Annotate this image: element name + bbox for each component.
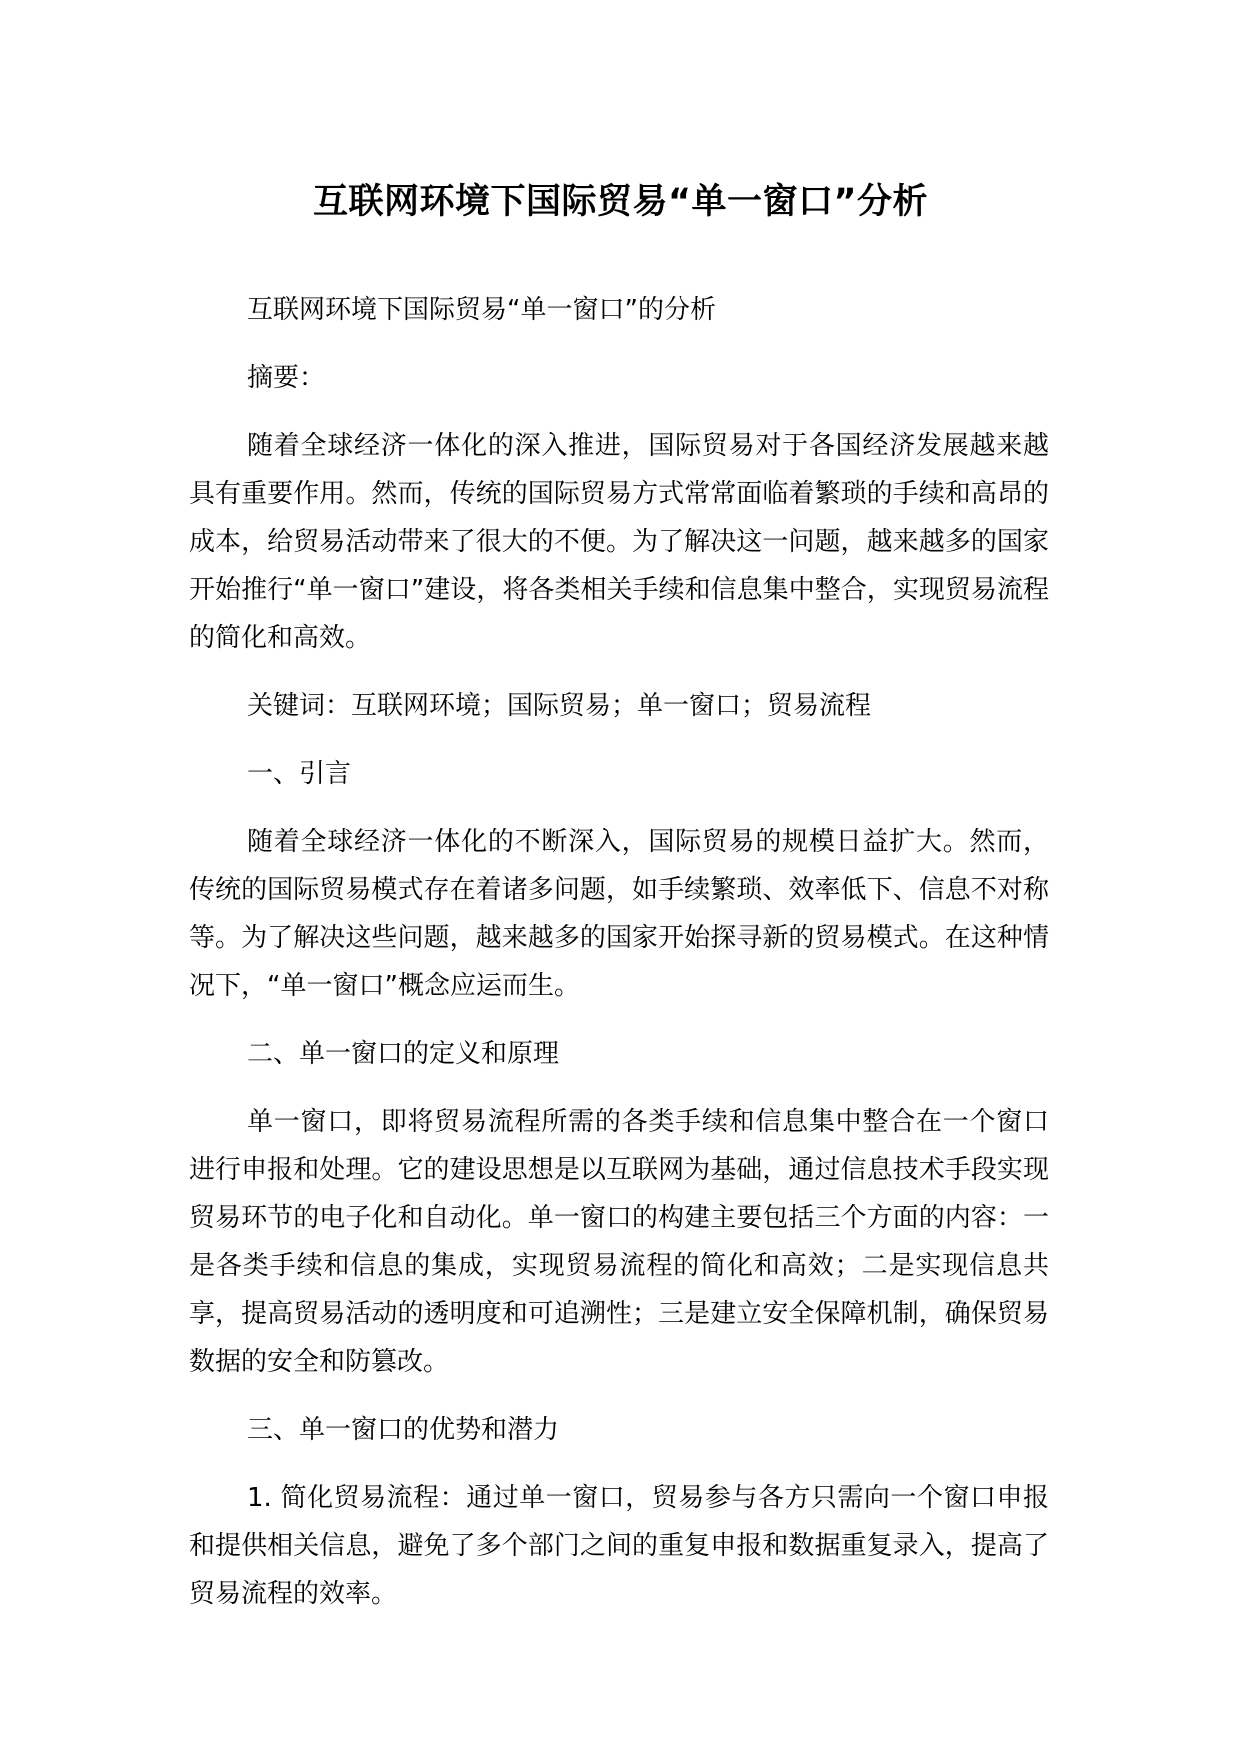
section-heading-introduction: 一、引言 bbox=[247, 759, 352, 789]
document-body bbox=[189, 286, 1049, 1638]
abstract-heading: 摘要： bbox=[247, 363, 326, 393]
advantage-item-paragraph: 1. 简化贸易流程：通过单一窗口，贸易参与各方只需向一个窗口申报和提供相关信息，避免了多个部门之间的重复申报和数据重复录入，提高了贸易流程的效率。 bbox=[189, 1483, 1049, 1609]
document-title: 互联网环境下国际贸易“单一窗口”分析 bbox=[312, 182, 928, 222]
introduction-paragraph: 随着全球经济一体化的不断深入，国际贸易的规模日益扩大。然而，传统的国际贸易模式存在着诸多问题，如手续繁琐、效率低下、信息不对称等。为了解决这些问题，越来越多的国家开始探寻新的贸易模式。在这种情况下，“单一窗口”概念应运而生。 bbox=[189, 827, 1049, 1001]
subtitle-paragraph: 互联网环境下国际贸易“单一窗口”的分析 bbox=[247, 295, 716, 325]
section-heading-advantages: 三、单一窗口的优势和潜力 bbox=[247, 1415, 560, 1445]
definition-paragraph: 单一窗口，即将贸易流程所需的各类手续和信息集中整合在一个窗口进行申报和处理。它的建设思想是以互联网为基础，通过信息技术手段实现贸易环节的电子化和自动化。单一窗口的构建主要包括三个方面的内容：一是各类手续和信息的集成，实现贸易流程的简化和高效；二是实现信息共享，提高贸易活动的透明度和可追溯性；三是建立安全保障机制，确保贸易数据的安全和防篡改。 bbox=[189, 1107, 1049, 1377]
abstract-paragraph: 随着全球经济一体化的深入推进，国际贸易对于各国经济发展越来越具有重要作用。然而，传统的国际贸易方式常常面临着繁琐的手续和高昂的成本，给贸易活动带来了很大的不便。为了解决这一问题，越来越多的国家开始推行“单一窗口”建设，将各类相关手续和信息集中整合，实现贸易流程的简化和高效。 bbox=[189, 431, 1049, 653]
section-heading-definition: 二、单一窗口的定义和原理 bbox=[247, 1039, 560, 1069]
keywords-paragraph: 关键词：互联网环境；国际贸易；单一窗口；贸易流程 bbox=[247, 691, 872, 721]
